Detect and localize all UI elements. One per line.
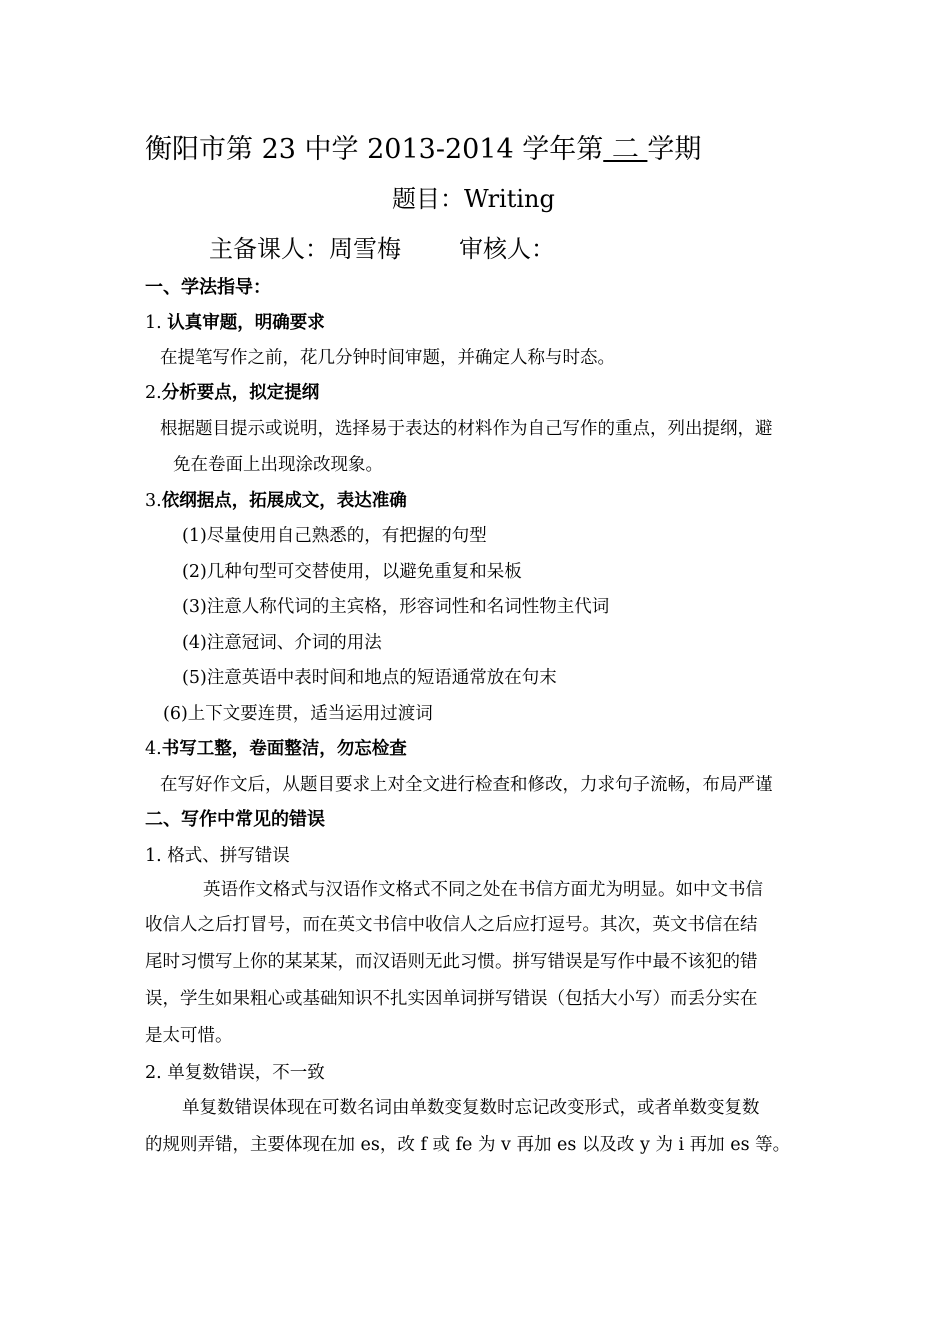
section2-item1-line3: 尾时习惯写上你的某某某，而汉语则无此习惯。拼写错误是写作中最不该犯的错: [145, 952, 758, 972]
section2-item1-line2: 收信人之后打冒号，而在英文书信中收信人之后应打逗号。其次，英文书信在结: [145, 915, 758, 935]
section2-heading: 二、写作中常见的错误: [145, 809, 325, 830]
item-title: 书写工整，卷面整洁，勿忘检查: [161, 739, 407, 759]
section1-item1-heading: [145, 311, 325, 335]
section1-item3-sub4: (4)注意冠词、介词的用法: [182, 633, 382, 653]
section1-item3-sub2: (2)几种句型可交替使用，以避免重复和呆板: [182, 562, 522, 582]
reviewer-label: 审核人：: [459, 235, 555, 263]
section2-item1-line5: 是太可惜。: [145, 1026, 233, 1046]
item-title: 分析要点，拟定提纲: [161, 383, 320, 403]
section1-item3-heading: [145, 489, 407, 513]
section1-item1-body: 在提笔写作之前，花几分钟时间审题，并确定人称与时态。: [160, 348, 615, 368]
item-number: 1.: [145, 313, 162, 333]
section2-item2-line1: 单复数错误体现在可数名词由单数变复数时忘记改变形式，或者单数变复数: [182, 1098, 760, 1118]
section2-item2-line2: 的规则弄错，主要体现在加 es，改 f 或 fe 为 v 再加 es 以及改 y 为 i 再加 es 等。: [145, 1135, 791, 1155]
section1-item3-sub5: (5)注意英语中表时间和地点的短语通常放在句末: [182, 668, 557, 688]
term-number: 二: [603, 134, 648, 165]
section1-item4-heading: [145, 737, 407, 761]
section2-item1-line4: 误，学生如果粗心或基础知识不扎实因单词拼写错误（包括大小写）而丢分实在: [145, 989, 758, 1009]
section2-item1-line1: 英语作文格式与汉语作文格式不同之处在书信方面尤为明显。如中文书信: [203, 880, 763, 900]
section1-item3-sub6: (6)上下文要连贯，适当运用过渡词: [163, 704, 433, 724]
section1-item2-heading: [145, 381, 319, 405]
section1-item4-body: 在写好作文后，从题目要求上对全文进行检查和修改，力求句子流畅，布局严谨: [160, 775, 773, 795]
title-prefix: 衡阳市第 23 中学 2013-2014 学年第: [145, 134, 604, 165]
section2-item1-heading: 1. 格式、拼写错误: [145, 846, 290, 866]
section1-item3-sub3: (3)注意人称代词的主宾格，形容词性和名词性物主代词: [182, 597, 610, 617]
subject-title: 题目：Writing: [392, 185, 555, 213]
section1-item2-body-line2: 免在卷面上出现涂改现象。: [173, 455, 383, 475]
title-suffix: 学期: [647, 134, 702, 165]
section2-item2-heading: 2. 单复数错误，不一致: [145, 1063, 325, 1083]
item-number: 2.: [145, 383, 162, 403]
section1-item2-body-line1: 根据题目提示或说明，选择易于表达的材料作为自己写作的重点，列出提纲，避: [160, 419, 773, 439]
item-title: 认真审题，明确要求: [167, 313, 325, 333]
section1-heading: 一、学法指导：: [145, 277, 271, 298]
item-number: 4.: [145, 739, 162, 759]
document-title: [145, 133, 701, 167]
section1-item3-sub1: (1)尽量使用自己熟悉的，有把握的句型: [182, 526, 487, 546]
item-number: 3.: [145, 491, 162, 511]
preparer-label: 主备课人：周雪梅: [209, 235, 401, 263]
item-title: 依纲据点，拓展成文，表达准确: [161, 491, 407, 511]
